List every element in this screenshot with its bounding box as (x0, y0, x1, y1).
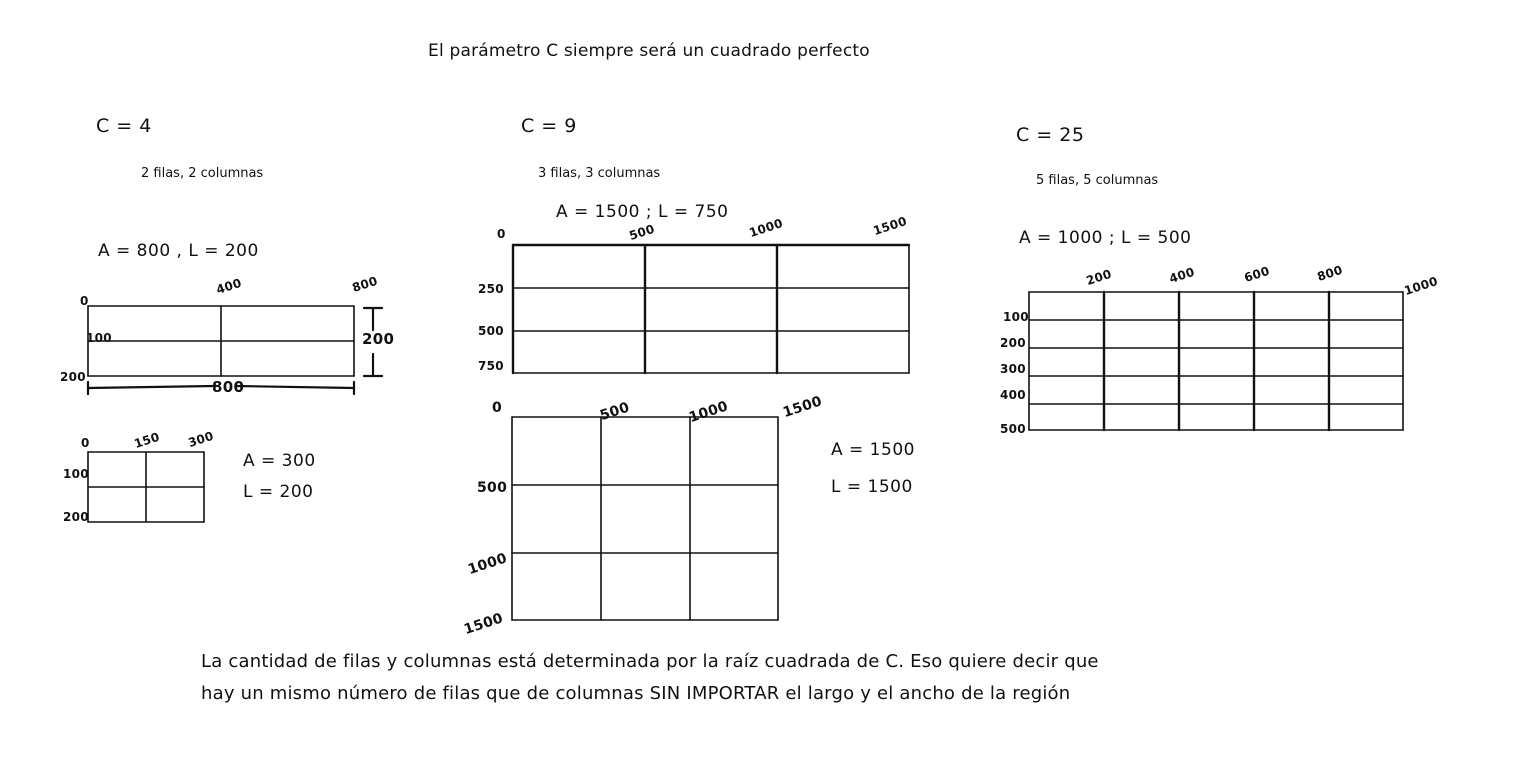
xtick-c25-4: 1000 (1402, 274, 1440, 299)
ytick-c9g1-2: 500 (478, 324, 504, 338)
ytick-c9g2-3: 1500 (462, 610, 506, 639)
ytick-c9g2-2: 1000 (466, 550, 510, 579)
xtick-c25-3: 800 (1315, 262, 1345, 285)
ytick-c4g2-1: 100 (63, 467, 89, 481)
xtick-c9g2-0: 0 (492, 400, 503, 416)
ytick-c9g2-1: 500 (477, 480, 508, 496)
ytick-c4g1-2: 200 (60, 370, 86, 384)
case-sub-c9: 3 filas, 3 columnas (538, 166, 661, 181)
ytick-c25-4: 500 (1000, 422, 1026, 436)
xtick-c4g1-1: 400 (214, 275, 244, 298)
ytick-c9g1-1: 250 (478, 282, 504, 296)
footer-line-1: La cantidad de filas y columnas está determinada por la raíz cuadrada de C. Eso quiere decir que (201, 651, 1099, 672)
xtick-c9g1-3: 1500 (871, 214, 909, 239)
ytick-c9g1-3: 750 (478, 359, 504, 373)
ytick-c25-0: 100 (1003, 310, 1029, 324)
xtick-c25-2: 600 (1242, 263, 1272, 286)
case-label-c25: C = 25 (1016, 124, 1085, 146)
xtick-c9g2-2: 1000 (687, 398, 731, 427)
xtick-c9g1-0: 0 (497, 227, 506, 241)
xtick-c4g2-0: 0 (81, 436, 90, 450)
footer-line-2: hay un mismo número de filas que de columnas SIN IMPORTAR el largo y el ancho de la región (201, 683, 1071, 704)
ytick-c25-3: 400 (1000, 388, 1026, 402)
xtick-c9g1-1: 500 (627, 221, 657, 244)
xtick-c4g2-2: 300 (186, 428, 216, 451)
page-title: El parámetro C siempre será un cuadrado perfecto (428, 41, 870, 61)
xtick-c9g2-1: 500 (598, 399, 632, 425)
xtick-c4g1-0: 0 (80, 294, 89, 308)
annotation-c4-width: 800 (212, 378, 245, 396)
xtick-c9g2-3: 1500 (781, 393, 825, 422)
ytick-c25-2: 300 (1000, 362, 1026, 376)
case-sub-c4: 2 filas, 2 columnas (141, 166, 264, 181)
dims-c25-grid1: A = 1000 ; L = 500 (1019, 228, 1192, 248)
grid-c9-1 (513, 245, 913, 375)
dims-l-c4-grid2: L = 200 (243, 482, 314, 502)
grid-c25-1 (1029, 292, 1409, 432)
dims-a-c4-grid2: A = 300 (243, 451, 316, 471)
xtick-c25-1: 400 (1167, 264, 1197, 287)
xtick-c9g1-2: 1000 (747, 216, 785, 241)
ytick-c4g1-1: 100 (86, 331, 112, 345)
xtick-c4g2-1: 150 (132, 429, 162, 452)
grid-c9-2 (512, 417, 782, 622)
dims-c4-grid1: A = 800 , L = 200 (98, 241, 259, 261)
grid-c4-2 (88, 452, 208, 522)
dims-c9-grid1: A = 1500 ; L = 750 (556, 202, 729, 222)
case-label-c9: C = 9 (521, 115, 577, 137)
xtick-c4g1-2: 800 (350, 273, 380, 296)
dims-a-c9-grid2: A = 1500 (831, 440, 915, 460)
ytick-c4g2-2: 200 (63, 510, 89, 524)
xtick-c25-0: 200 (1084, 266, 1114, 289)
ytick-c25-1: 200 (1000, 336, 1026, 350)
dims-l-c9-grid2: L = 1500 (831, 477, 913, 497)
annotation-c4-height: 200 (362, 330, 395, 348)
case-sub-c25: 5 filas, 5 columnas (1036, 173, 1159, 188)
case-label-c4: C = 4 (96, 115, 152, 137)
